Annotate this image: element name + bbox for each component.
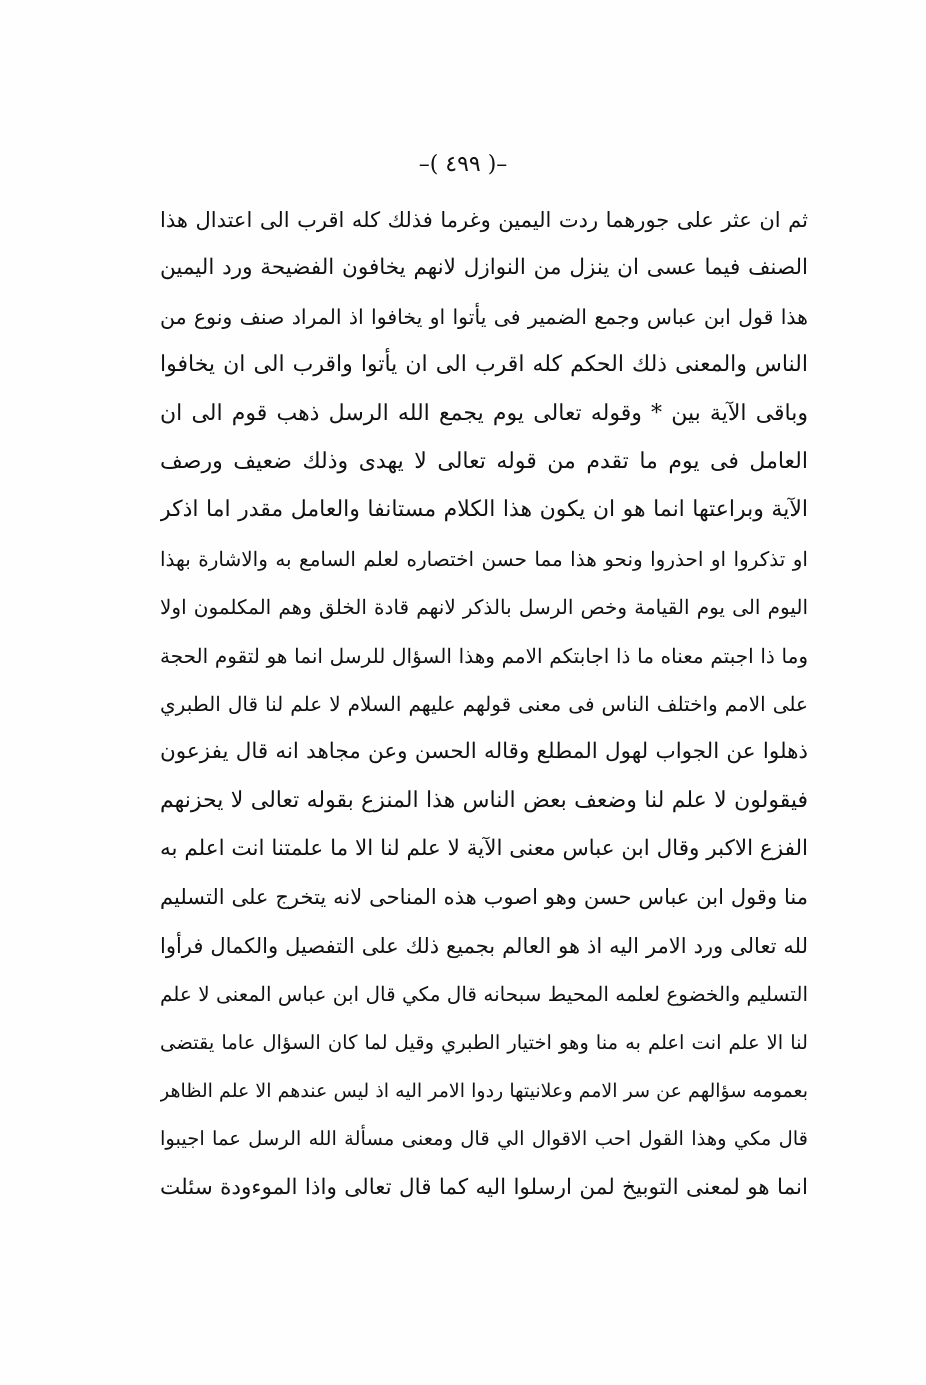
text-line: العامل فى يوم ما تقدم من قوله تعالى لا يهدى وذلك ضعيف ورصف <box>160 448 808 474</box>
text-line: اليوم الى يوم القيامة وخص الرسل بالذكر لانهم قادة الخلق وهم المكلمون اولا <box>160 595 808 620</box>
text-line: الفزع الاكبر وقال ابن عباس معنى الآية لا علم لنا الا ما علمتنا انت اعلم به <box>160 836 808 862</box>
text-line: ذهلوا عن الجواب لهول المطلع وقاله الحسن وعن مجاهد انه قال يفزعون <box>160 739 808 765</box>
text-line: قال مكي وهذا القول احب الاقوال الي قال ومعنى مسألة الله الرسل عما اجيبوا <box>160 1127 808 1151</box>
page-number: –( ٤٩٩ )– <box>418 152 508 177</box>
text-line: وباقى الآية بين * وقوله تعالى يوم يجمع الله الرسل ذهب قوم الى ان <box>160 400 808 426</box>
text-line: منا وقول ابن عباس حسن وهو اصوب هذه المناحى لانه يتخرج على التسليم <box>160 885 808 910</box>
text-line: التسليم والخضوع لعلمه المحيط سبحانه قال مكي قال ابن عباس المعنى لا علم <box>160 982 808 1007</box>
text-line: الصنف فيما عسى ان ينزل من النوازل لانهم يخافون الفضيحة ورد اليمين <box>160 255 808 281</box>
text-line: بعمومه سؤالهم عن سر الامم وعلانيتها ردوا الامر اليه اذ ليس عندهم الا علم الظاهر <box>160 1080 808 1103</box>
text-line: على الامم واختلف الناس فى معنى قولهم عليهم السلام لا علم لنا قال الطبري <box>160 691 808 716</box>
text-line: الآية وبراعتها انما هو ان يكون هذا الكلام مستانفا والعامل مقدر اما اذكر <box>160 497 808 523</box>
text-line: او تذكروا او احذروا ونحو هذا مما حسن اختصاره لعلم السامع به والاشارة بهذا <box>160 546 808 571</box>
text-line: وما ذا اجبتم معناه ما ذا اجابتكم الامم وهذا السؤال للرسل انما هو لتقوم الحجة <box>160 643 808 668</box>
text-line: الناس والمعنى ذلك الحكم كله اقرب الى ان يأتوا واقرب الى ان يخافوا <box>160 352 808 378</box>
text-line: ثم ان عثر على جورهما ردت اليمين وغرما فذلك كله اقرب الى اعتدال هذا <box>160 208 808 232</box>
text-line: هذا قول ابن عباس وجمع الضمير فى يأتوا او يخافوا اذ المراد صنف ونوع من <box>160 304 808 329</box>
text-line: لنا الا علم انت اعلم به منا وهو اختيار الطبري وقيل لما كان السؤال عاما يقتضى <box>160 1030 808 1054</box>
text-line: لله تعالى ورد الامر اليه اذ هو العالم بجميع ذلك على التفصيل والكمال فرأوا <box>160 933 808 958</box>
text-line: انما هو لمعنى التوبيخ لمن ارسلوا اليه كما قال تعالى واذا الموءودة سئلت <box>160 1174 808 1200</box>
body-text <box>160 196 808 1212</box>
text-line: فيقولون لا علم لنا وضعف بعض الناس هذا المنزع بقوله تعالى لا يحزنهم <box>160 787 808 813</box>
